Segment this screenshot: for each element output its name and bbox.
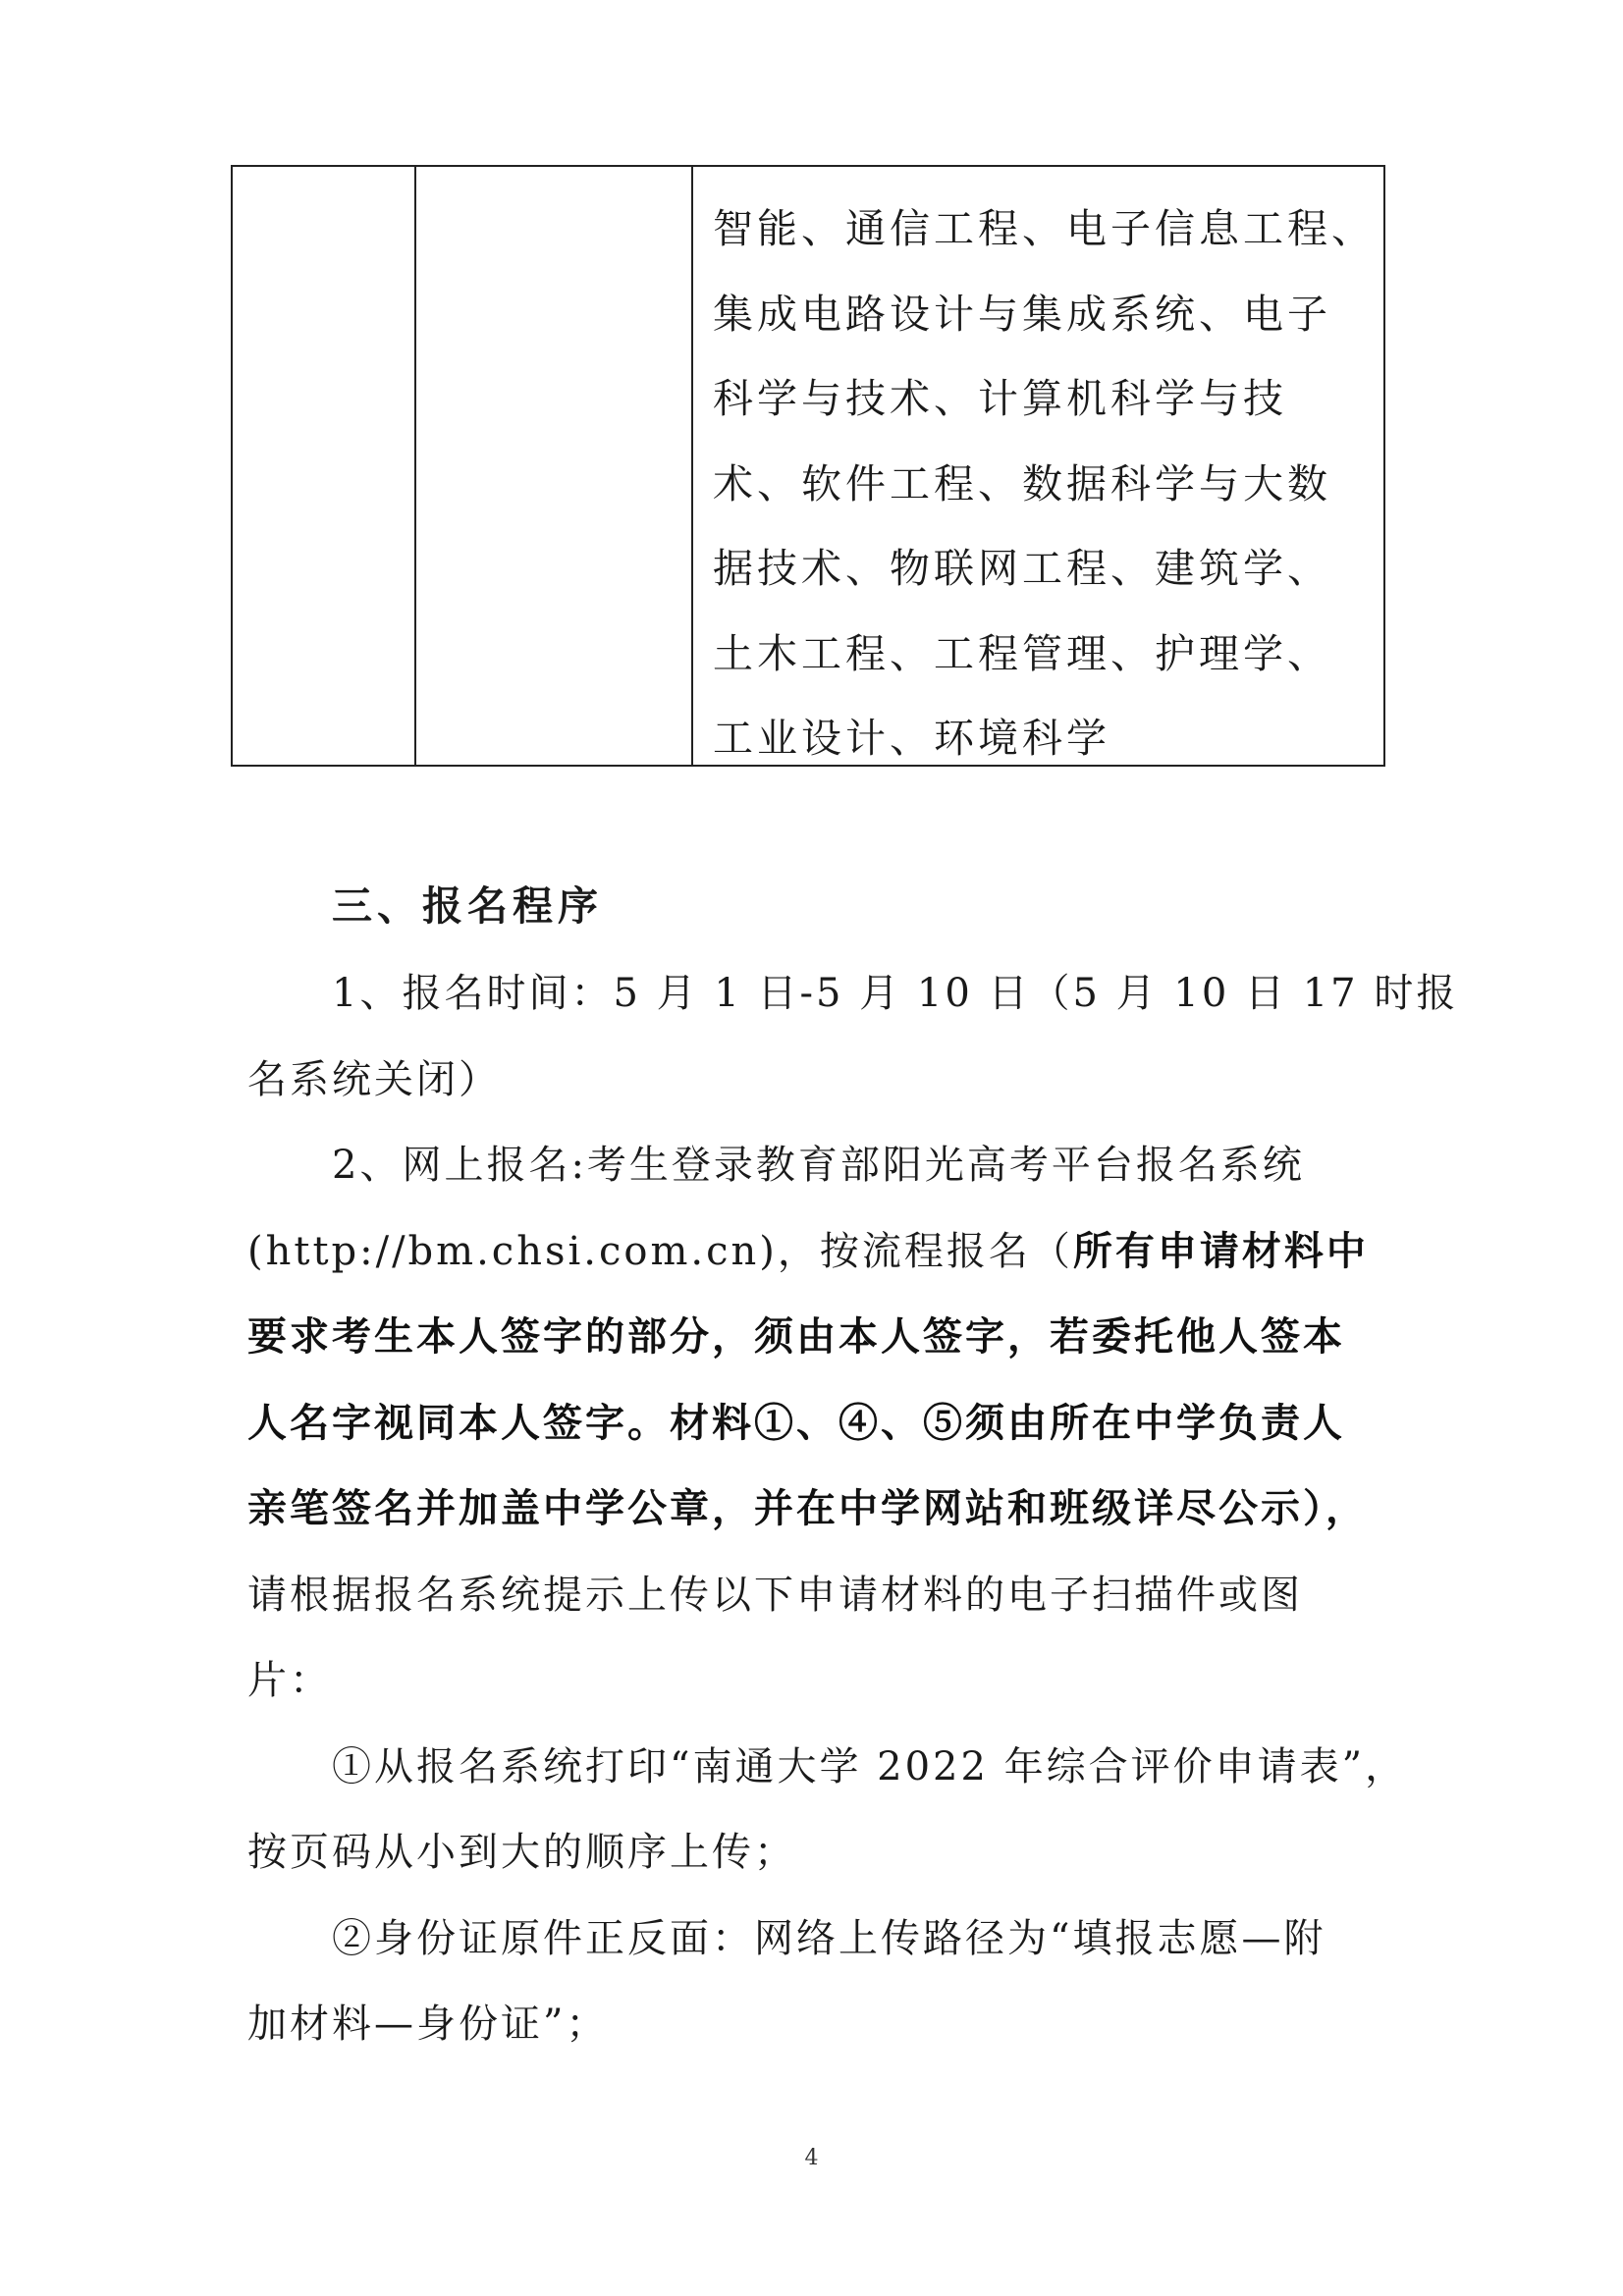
item2-line2	[247, 1220, 1386, 1276]
majors-table-continuation	[231, 165, 1385, 767]
majors-line: 工业设计、环境科学	[713, 715, 1110, 762]
majors-line: 科学与技术、计算机科学与技	[713, 375, 1287, 422]
item2-line7: 片：	[247, 1658, 332, 1703]
majors-line: 土木工程、工程管理、护理学、	[713, 629, 1331, 677]
table-cell-empty-2	[416, 167, 693, 765]
section-heading: 三、报名程序	[332, 882, 603, 930]
item2-line2-bold: 所有申请材料中	[1072, 1228, 1369, 1274]
majors-line: 集成电路设计与集成系统、电子	[713, 290, 1331, 338]
item2-line2-normal: (http://bm.chsi.com.cn)，按流程报名（	[247, 1229, 1073, 1274]
majors-line: 智能、通信工程、电子信息工程、	[713, 205, 1376, 252]
page-number: 4	[804, 2146, 819, 2170]
item2-line1: 2、网上报名:考生登录教育部阳光高考平台报名系统	[332, 1143, 1305, 1188]
sub2-line1: ②身份证原件正反面：网络上传路径为“填报志愿—附	[332, 1916, 1326, 1961]
item2-line4: 人名字视同本人签字。材料①、④、⑤须由所在中学负责人	[247, 1400, 1345, 1446]
item1-line2: 名系统关闭）	[247, 1057, 501, 1102]
sub1-line2: 按页码从小到大的顺序上传；	[247, 1830, 796, 1875]
table-cell-majors	[693, 167, 1383, 765]
sub2-line2: 加材料—身份证”；	[247, 2002, 609, 2047]
item2-line6: 请根据报名系统提示上传以下申请材料的电子扫描件或图	[247, 1573, 1303, 1618]
item2-line3: 要求考生本人签字的部分，须由本人签字，若委托他人签本	[247, 1313, 1345, 1360]
table-cell-empty-1	[233, 167, 416, 765]
sub1-line1: ①从报名系统打印“南通大学 2022 年综合评价申请表”，	[332, 1744, 1408, 1789]
majors-line: 据技术、物联网工程、建筑学、	[713, 545, 1331, 592]
item1-line1: 1、报名时间：5 月 1 日-5 月 10 日（5 月 10 日 17 时报	[332, 971, 1459, 1016]
item2-line5: 亲笔签名并加盖中学公章，并在中学网站和班级详尽公示），	[247, 1485, 1368, 1531]
majors-line: 术、软件工程、数据科学与大数	[713, 459, 1331, 507]
